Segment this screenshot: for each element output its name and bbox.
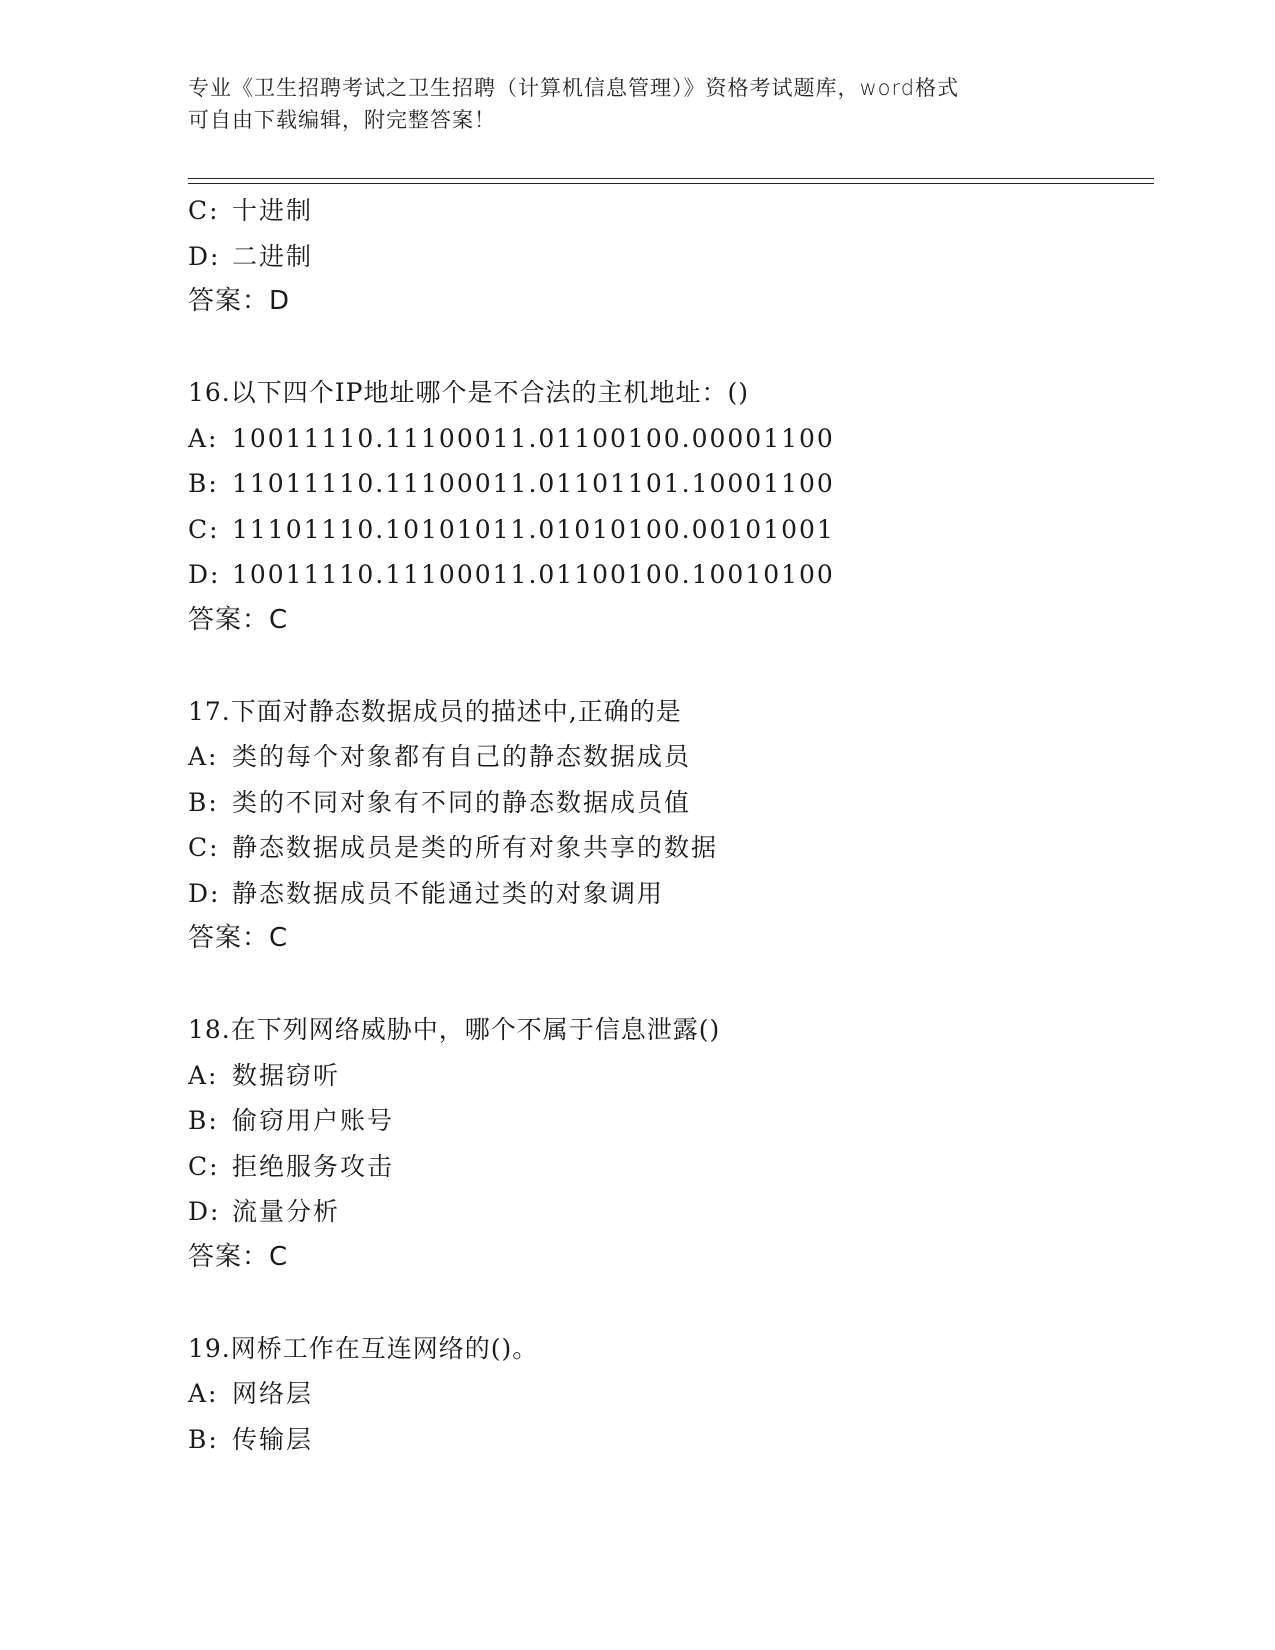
option-text: 类的不同对象有不同的静态数据成员值	[232, 787, 692, 817]
question-18	[188, 1007, 1148, 1280]
option-key: B:	[188, 469, 219, 498]
option-key: D:	[188, 878, 221, 908]
option-text: 静态数据成员不能通过类的对象调用	[232, 878, 665, 908]
document-header	[188, 72, 1088, 136]
option-key: D:	[188, 1197, 221, 1226]
spacer	[188, 643, 1148, 689]
option-text: 传输层	[232, 1424, 314, 1454]
option-text: 类的每个对象都有自己的静态数据成员	[232, 742, 692, 771]
header-line-2: 可自由下载编辑，附完整答案！	[188, 108, 496, 132]
question-19	[188, 1326, 1148, 1463]
answer-line: 答案：D	[188, 286, 291, 316]
question-text: 19.网桥工作在互连网络的()。	[188, 1333, 539, 1363]
option-d	[188, 234, 1148, 280]
header-line-1: 专业《卫生招聘考试之卫生招聘（计算机信息管理）》资格考试题库，word格式	[188, 76, 960, 100]
option-c	[188, 507, 1148, 553]
question-text: 18.在下列网络威胁中，哪个不属于信息泄露()	[188, 1015, 721, 1044]
option-text: 数据窃听	[232, 1060, 341, 1090]
answer-line: 答案：C	[188, 604, 289, 635]
option-b	[188, 461, 1148, 507]
option-key: B:	[188, 1424, 219, 1454]
option-text: 10011110.11100011.01100100.00001100	[232, 423, 835, 453]
option-key: A:	[188, 742, 219, 771]
option-key: B:	[188, 1106, 219, 1135]
option-key: D:	[188, 560, 221, 589]
option-c	[188, 188, 1148, 234]
option-text: 流量分析	[232, 1197, 341, 1226]
option-b	[188, 780, 1148, 826]
question-16	[188, 370, 1148, 643]
option-d	[188, 552, 1148, 598]
option-a	[188, 416, 1148, 462]
option-d	[188, 871, 1148, 917]
option-key: B:	[188, 787, 219, 817]
option-key: A:	[188, 1379, 219, 1408]
question-text: 17.下面对静态数据成员的描述中,正确的是	[188, 696, 682, 726]
option-text: 静态数据成员是类的所有对象共享的数据	[232, 833, 719, 862]
option-key: A:	[188, 1060, 219, 1090]
option-c	[188, 1144, 1148, 1190]
answer-line: 答案：C	[188, 923, 289, 953]
option-key: D:	[188, 241, 221, 271]
option-d	[188, 1189, 1148, 1235]
question-text: 16.以下四个IP地址哪个是不合法的主机地址：()	[188, 378, 749, 407]
spacer	[188, 325, 1148, 371]
option-key: C:	[188, 833, 220, 862]
option-key: C:	[188, 1151, 220, 1181]
question-15	[188, 188, 1148, 325]
option-a	[188, 734, 1148, 780]
option-text: 10011110.11100011.01100100.10010100	[232, 560, 835, 589]
option-b	[188, 1417, 1148, 1463]
header-divider	[188, 178, 1154, 184]
option-text: 11101110.10101011.01010100.00101001	[232, 514, 835, 544]
option-text: 二进制	[232, 241, 314, 271]
option-text: 偷窃用户账号	[232, 1106, 395, 1135]
option-c	[188, 825, 1148, 871]
option-a	[188, 1053, 1148, 1099]
question-list	[188, 188, 1148, 1462]
option-text: 拒绝服务攻击	[232, 1151, 395, 1181]
spacer	[188, 1280, 1148, 1326]
option-key: C:	[188, 514, 220, 544]
spacer	[188, 962, 1148, 1008]
option-text: 十进制	[232, 196, 314, 225]
option-b	[188, 1098, 1148, 1144]
option-text: 网络层	[232, 1379, 314, 1408]
option-text: 11011110.11100011.01101101.10001100	[232, 469, 835, 498]
question-17	[188, 689, 1148, 962]
answer-line: 答案：C	[188, 1241, 289, 1272]
option-a	[188, 1371, 1148, 1417]
option-key: A:	[188, 423, 219, 453]
option-key: C:	[188, 196, 220, 225]
